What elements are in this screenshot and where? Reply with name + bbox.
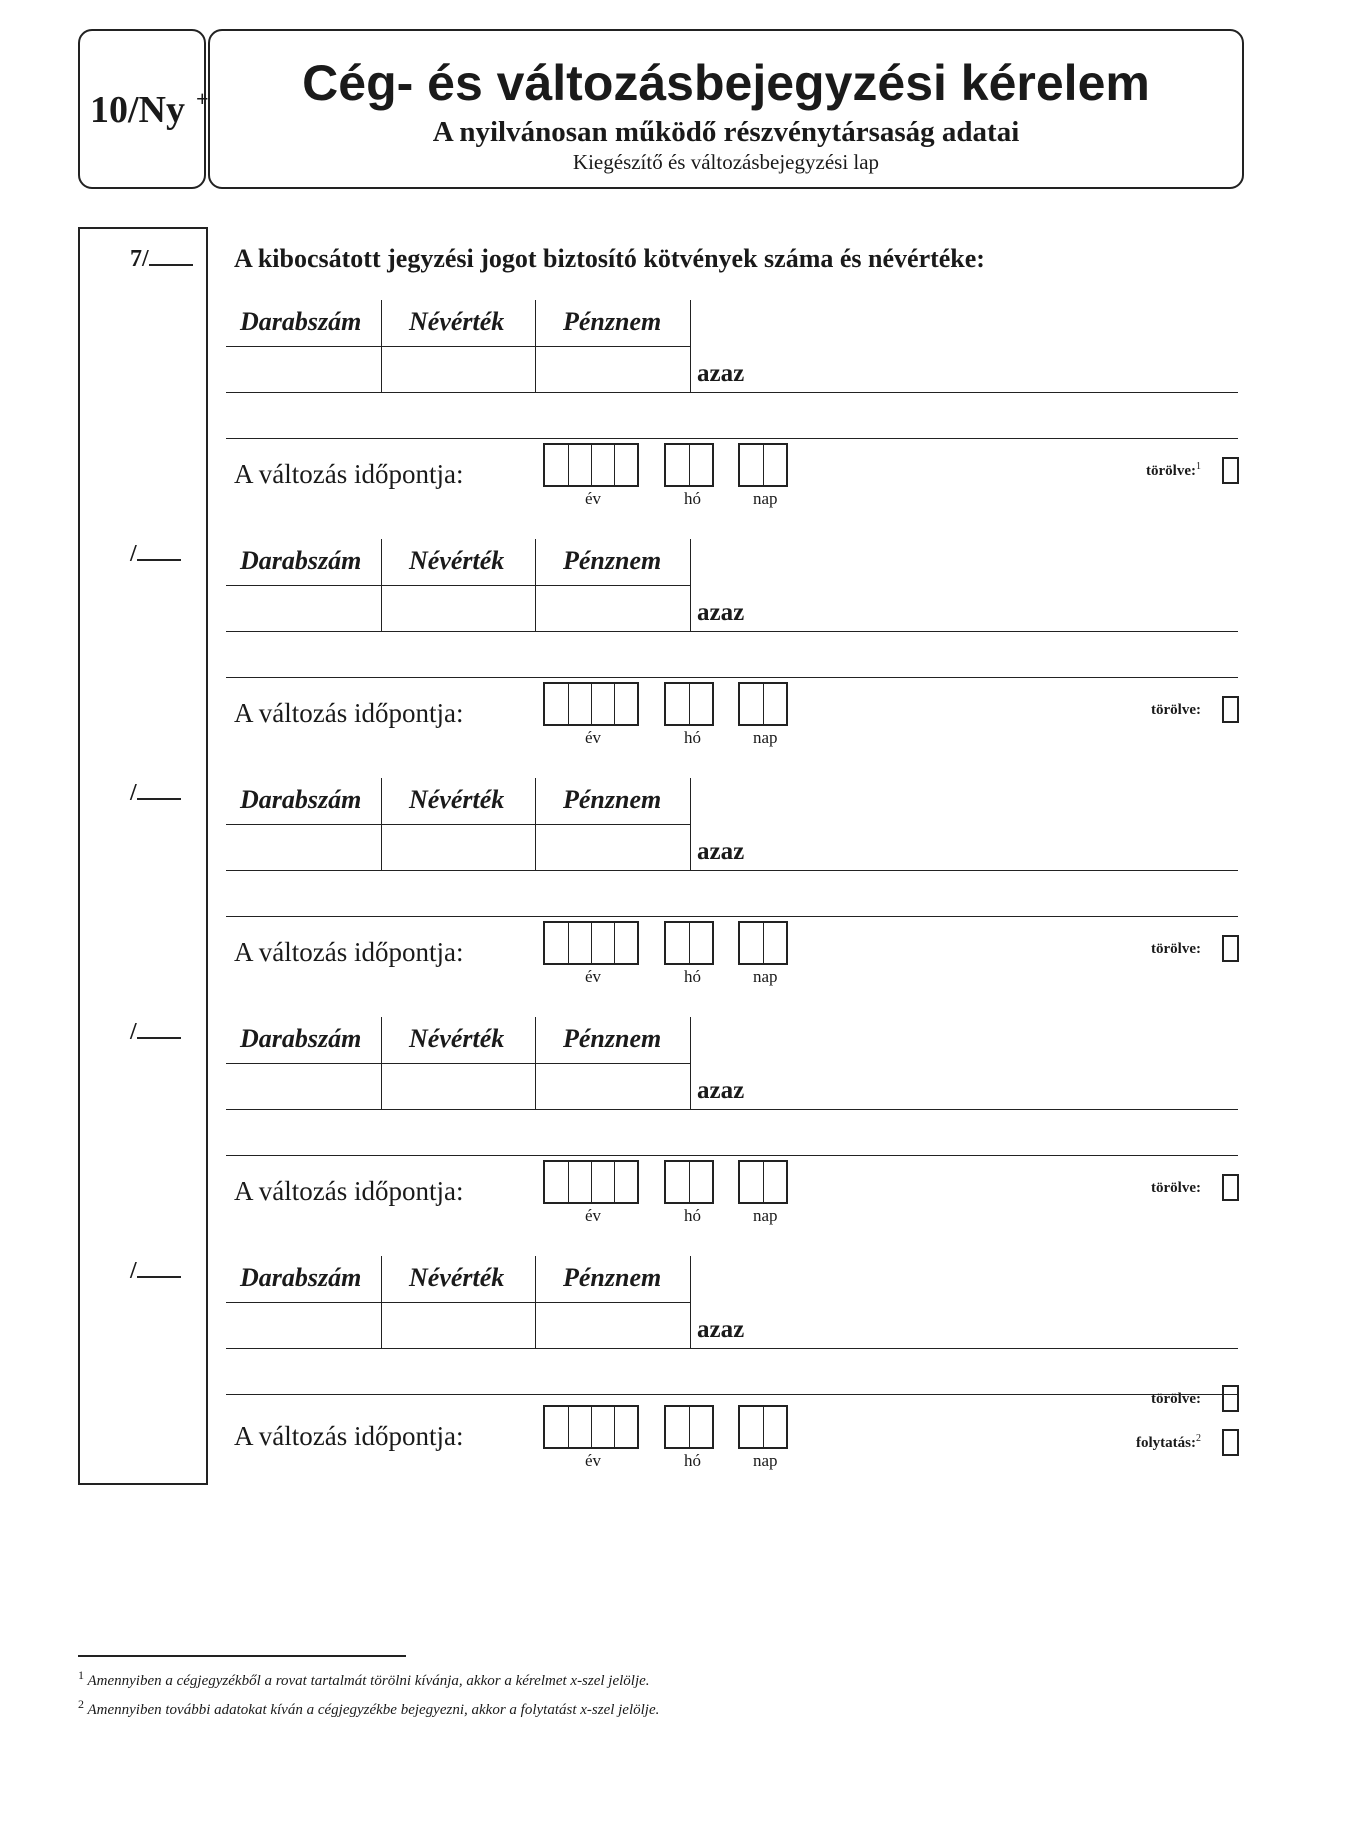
penznem-input[interactable] bbox=[536, 826, 690, 868]
day-input[interactable] bbox=[738, 921, 788, 965]
nevertek-input[interactable] bbox=[382, 1065, 535, 1107]
column-header: Darabszám bbox=[240, 307, 362, 336]
date-part-label: hó bbox=[684, 489, 701, 508]
footnote-2 bbox=[78, 1697, 659, 1719]
digit-cell-divider bbox=[614, 445, 615, 485]
darabszam-input[interactable] bbox=[227, 348, 381, 390]
azaz-text-field[interactable] bbox=[760, 587, 1238, 629]
row-number bbox=[130, 778, 181, 807]
day-input[interactable] bbox=[738, 1405, 788, 1449]
digit-cell-divider bbox=[763, 1162, 764, 1202]
digit-cell-divider bbox=[591, 445, 592, 485]
row-number-label: / bbox=[130, 1019, 137, 1045]
row-number-column bbox=[78, 227, 208, 1485]
azaz-label: azaz bbox=[697, 360, 745, 387]
torolve-footnote-ref: 1 bbox=[1196, 461, 1201, 472]
azaz-label: azaz bbox=[697, 1316, 745, 1343]
month-input[interactable] bbox=[664, 443, 714, 487]
row-number bbox=[130, 1017, 181, 1046]
digit-cell-divider bbox=[763, 445, 764, 485]
footnote-1-text: Amennyiben a cégjegyzékből a rovat tartalmát törölni kívánja, akkor a kérelmet x-szel jelölje. bbox=[87, 1673, 650, 1689]
darabszam-input[interactable] bbox=[227, 1304, 381, 1346]
torolve-label bbox=[1146, 461, 1201, 480]
row-number-blank[interactable] bbox=[149, 244, 193, 266]
torolve-checkbox[interactable] bbox=[1222, 696, 1239, 723]
digit-cell-divider bbox=[763, 684, 764, 724]
digit-cell-divider bbox=[568, 684, 569, 724]
torolve-checkbox[interactable] bbox=[1222, 1385, 1239, 1412]
darabszam-input[interactable] bbox=[227, 1065, 381, 1107]
page-title: Cég- és változásbejegyzési kérelem bbox=[302, 55, 1150, 111]
date-part-label: nap bbox=[753, 1451, 778, 1470]
digit-cell-divider bbox=[591, 1407, 592, 1447]
folytatas-checkbox[interactable] bbox=[1222, 1429, 1239, 1456]
year-input[interactable] bbox=[543, 682, 639, 726]
year-input[interactable] bbox=[543, 1405, 639, 1449]
column-header: Pénznem bbox=[563, 307, 662, 336]
section-title: A kibocsátott jegyzési jogot biztosító kötvények száma és névértéke: bbox=[234, 244, 985, 273]
table-divider bbox=[690, 539, 691, 631]
form-code-superscript: + bbox=[196, 86, 209, 111]
change-date-label: A változás időpontja: bbox=[234, 459, 464, 489]
row-line bbox=[226, 677, 1238, 678]
table-divider bbox=[690, 1256, 691, 1348]
row-line bbox=[226, 392, 1238, 393]
date-part-label: hó bbox=[684, 967, 701, 986]
column-header: Pénznem bbox=[563, 785, 662, 814]
column-header: Pénznem bbox=[563, 1024, 662, 1053]
nevertek-input[interactable] bbox=[382, 587, 535, 629]
column-header: Darabszám bbox=[240, 1024, 362, 1053]
table-header-line bbox=[226, 824, 690, 825]
row-number-blank[interactable] bbox=[137, 1256, 181, 1278]
torolve-text: törölve: bbox=[1146, 463, 1196, 479]
digit-cell-divider bbox=[614, 1407, 615, 1447]
column-header: Darabszám bbox=[240, 785, 362, 814]
table-divider bbox=[690, 1017, 691, 1109]
row-line bbox=[226, 870, 1238, 871]
row-number-label: / bbox=[130, 541, 137, 567]
digit-cell-divider bbox=[763, 923, 764, 963]
year-input[interactable] bbox=[543, 443, 639, 487]
column-header: Darabszám bbox=[240, 1263, 362, 1292]
digit-cell-divider bbox=[689, 684, 690, 724]
table-header-line bbox=[226, 585, 690, 586]
darabszam-input[interactable] bbox=[227, 587, 381, 629]
torolve-label bbox=[1151, 939, 1201, 958]
azaz-text-field[interactable] bbox=[760, 348, 1238, 390]
digit-cell-divider bbox=[568, 445, 569, 485]
change-date-label: A változás időpontja: bbox=[234, 698, 464, 728]
nevertek-input[interactable] bbox=[382, 348, 535, 390]
column-header: Névérték bbox=[409, 1024, 505, 1053]
change-date-label: A változás időpontja: bbox=[234, 1421, 464, 1451]
digit-cell-divider bbox=[591, 923, 592, 963]
column-header: Pénznem bbox=[563, 1263, 662, 1292]
column-header: Pénznem bbox=[563, 546, 662, 575]
date-part-label: nap bbox=[753, 967, 778, 986]
page-subsubtitle: Kiegészítő és változásbejegyzési lap bbox=[572, 150, 880, 174]
row-number-label: / bbox=[130, 780, 137, 806]
darabszam-input[interactable] bbox=[227, 826, 381, 868]
month-input[interactable] bbox=[664, 1160, 714, 1204]
date-part-label: hó bbox=[684, 728, 701, 747]
torolve-checkbox[interactable] bbox=[1222, 935, 1239, 962]
penznem-input[interactable] bbox=[536, 348, 690, 390]
footnote-1 bbox=[78, 1668, 650, 1690]
date-part-label: év bbox=[585, 489, 602, 508]
penznem-input[interactable] bbox=[536, 587, 690, 629]
azaz-label: azaz bbox=[697, 599, 745, 626]
date-part-label: év bbox=[585, 728, 602, 747]
folytatas-footnote-ref: 2 bbox=[1196, 1433, 1201, 1444]
penznem-input[interactable] bbox=[536, 1304, 690, 1346]
azaz-text-field[interactable] bbox=[760, 826, 1238, 868]
azaz-label: azaz bbox=[697, 838, 745, 865]
digit-cell-divider bbox=[568, 923, 569, 963]
row-number-label: 7/ bbox=[130, 246, 149, 272]
date-part-label: nap bbox=[753, 1206, 778, 1225]
column-header: Darabszám bbox=[240, 546, 362, 575]
row-line bbox=[226, 1394, 1238, 1395]
month-input[interactable] bbox=[664, 682, 714, 726]
day-input[interactable] bbox=[738, 1160, 788, 1204]
digit-cell-divider bbox=[614, 1162, 615, 1202]
date-part-label: év bbox=[585, 1206, 602, 1225]
digit-cell-divider bbox=[689, 1407, 690, 1447]
day-input[interactable] bbox=[738, 443, 788, 487]
row-number-blank[interactable] bbox=[137, 1017, 181, 1039]
torolve-text: törölve: bbox=[1151, 702, 1201, 718]
azaz-text-field[interactable] bbox=[760, 1065, 1238, 1107]
row-number-label: / bbox=[130, 1258, 137, 1284]
footnote-2-number: 2 bbox=[78, 1697, 84, 1711]
form-code: 10/Ny bbox=[90, 89, 185, 131]
row-number-blank[interactable] bbox=[137, 539, 181, 561]
penznem-input[interactable] bbox=[536, 1065, 690, 1107]
digit-cell-divider bbox=[614, 684, 615, 724]
month-input[interactable] bbox=[664, 921, 714, 965]
column-header: Névérték bbox=[409, 546, 505, 575]
digit-cell-divider bbox=[689, 445, 690, 485]
footnote-2-text: Amennyiben további adatokat kíván a cégjegyzékbe bejegyezni, akkor a folytatást x-szel jelölje. bbox=[87, 1702, 660, 1718]
torolve-checkbox[interactable] bbox=[1222, 457, 1239, 484]
table-header-line bbox=[226, 346, 690, 347]
date-part-label: év bbox=[585, 967, 602, 986]
row-line bbox=[226, 1109, 1238, 1110]
month-input[interactable] bbox=[664, 1405, 714, 1449]
column-header: Névérték bbox=[409, 1263, 505, 1292]
azaz-text-field[interactable] bbox=[760, 1304, 1238, 1346]
digit-cell-divider bbox=[591, 1162, 592, 1202]
column-header: Névérték bbox=[409, 785, 505, 814]
date-part-label: hó bbox=[684, 1451, 701, 1470]
row-number bbox=[130, 244, 193, 273]
torolve-text: törölve: bbox=[1151, 1180, 1201, 1196]
digit-cell-divider bbox=[568, 1162, 569, 1202]
change-date-label: A változás időpontja: bbox=[234, 937, 464, 967]
table-divider bbox=[690, 778, 691, 870]
torolve-label bbox=[1151, 1389, 1201, 1408]
nevertek-input[interactable] bbox=[382, 1304, 535, 1346]
footnote-divider bbox=[78, 1655, 406, 1657]
row-line bbox=[226, 1348, 1238, 1349]
torolve-checkbox[interactable] bbox=[1222, 1174, 1239, 1201]
digit-cell-divider bbox=[763, 1407, 764, 1447]
date-part-label: nap bbox=[753, 728, 778, 747]
row-line bbox=[226, 916, 1238, 917]
table-header-line bbox=[226, 1302, 690, 1303]
torolve-label bbox=[1151, 700, 1201, 719]
date-part-label: hó bbox=[684, 1206, 701, 1225]
digit-cell-divider bbox=[689, 923, 690, 963]
row-line bbox=[226, 631, 1238, 632]
date-part-label: nap bbox=[753, 489, 778, 508]
torolve-text: törölve: bbox=[1151, 1391, 1201, 1407]
year-input[interactable] bbox=[543, 1160, 639, 1204]
table-header-line bbox=[226, 1063, 690, 1064]
azaz-label: azaz bbox=[697, 1077, 745, 1104]
date-part-label: év bbox=[585, 1451, 602, 1470]
day-input[interactable] bbox=[738, 682, 788, 726]
folytatas-text: folytatás: bbox=[1136, 1435, 1196, 1451]
torolve-label bbox=[1151, 1178, 1201, 1197]
table-divider bbox=[690, 300, 691, 392]
year-input[interactable] bbox=[543, 921, 639, 965]
column-header: Névérték bbox=[409, 307, 505, 336]
digit-cell-divider bbox=[568, 1407, 569, 1447]
digit-cell-divider bbox=[689, 1162, 690, 1202]
digit-cell-divider bbox=[614, 923, 615, 963]
nevertek-input[interactable] bbox=[382, 826, 535, 868]
row-number-blank[interactable] bbox=[137, 778, 181, 800]
footnote-1-number: 1 bbox=[78, 1668, 84, 1682]
row-line bbox=[226, 1155, 1238, 1156]
page-subtitle: A nyilvánosan működő részvénytársaság adatai bbox=[432, 116, 1020, 148]
row-number bbox=[130, 1256, 181, 1285]
row-line bbox=[226, 438, 1238, 439]
row-number bbox=[130, 539, 181, 568]
digit-cell-divider bbox=[591, 684, 592, 724]
torolve-text: törölve: bbox=[1151, 941, 1201, 957]
change-date-label: A változás időpontja: bbox=[234, 1176, 464, 1206]
folytatas-label bbox=[1136, 1433, 1201, 1452]
